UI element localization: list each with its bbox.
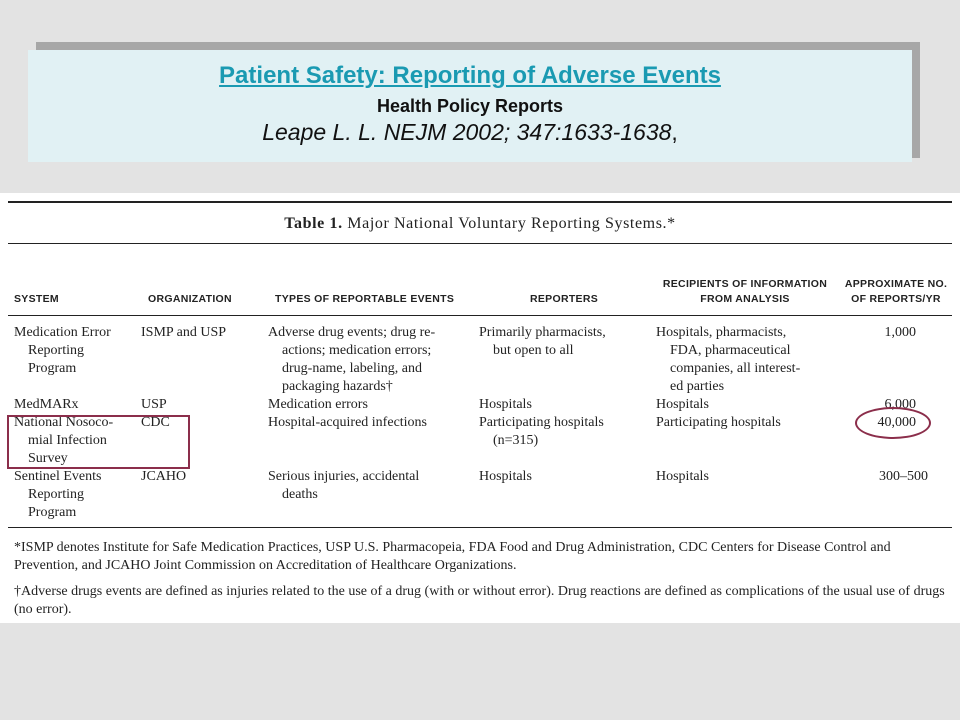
table-caption <box>0 215 960 233</box>
cell-line: Program <box>28 505 77 520</box>
table-row-4-reporters: Hospitals <box>479 469 532 484</box>
cell-line: Participating hospitals <box>479 415 604 430</box>
cell-line: Reporting <box>28 487 84 502</box>
highlight-rectangle-annotation <box>7 415 190 469</box>
cell-line: deaths <box>282 487 318 502</box>
cell-line: (n=315) <box>493 433 539 448</box>
header-rule <box>8 315 952 316</box>
col-header-event-types: TYPES OF REPORTABLE EVENTS <box>275 293 455 305</box>
col-header-recipients <box>650 277 840 307</box>
table-row-2-recipients: Hospitals <box>656 397 709 412</box>
table-scan <box>0 193 960 623</box>
footnote-dagger: †Adverse drugs events are defined as injuries related to the use of a drug (with or without error). Drug reactions are defined as complications of the usual use of drugs (no error). <box>14 584 945 617</box>
cell-line: Sentinel Events <box>14 469 102 484</box>
cell-line: drug-name, labeling, and <box>282 361 422 376</box>
table-row-2-organization: USP <box>141 397 167 412</box>
table-bottom-rule <box>8 527 952 528</box>
table-row-3-organization: CDC <box>141 415 170 430</box>
table-row-1-events <box>268 324 435 396</box>
footnote-abbreviations: *ISMP denotes Institute for Safe Medication Practices, USP U.S. Pharmacopeia, FDA Food and Drug Administration, CDC Centers for Disease Control and Prevention, and JCAHO Joint Commission on Accreditation of Healthcare Organizations. <box>14 540 891 573</box>
table-row-2-system: MedMARx <box>14 397 79 412</box>
col-header-reports <box>838 277 954 307</box>
table-row-4-organization: JCAHO <box>141 469 187 484</box>
citation-trailing-comma: , <box>671 119 678 145</box>
cell-line: companies, all interest- <box>670 361 801 376</box>
report-series: Health Policy Reports <box>376 96 564 116</box>
col-header-reporters: REPORTERS <box>530 293 599 305</box>
caption-rule <box>8 243 952 244</box>
table-row-4-reports: 300–500 <box>879 469 928 484</box>
cell-line: National Nosoco- <box>14 415 114 430</box>
table-row-2-events: Medication errors <box>268 397 368 412</box>
table-row-3-events: Hospital-acquired infections <box>268 415 428 430</box>
cell-line: Hospitals, pharmacists, <box>656 325 787 340</box>
title-box <box>28 50 912 162</box>
table-row-1-reports: 1,000 <box>884 325 916 340</box>
cell-line: actions; medication errors; <box>282 343 432 358</box>
col-header-recipients-line2: FROM ANALYSIS <box>700 293 790 305</box>
table-row-3-recipients: Participating hospitals <box>656 415 781 430</box>
col-header-organization: ORGANIZATION <box>148 293 232 305</box>
col-header-reports-line2: OF REPORTS/YR <box>851 293 941 305</box>
col-header-recipients-line1: RECIPIENTS OF INFORMATION <box>662 278 828 290</box>
cell-line: Medication Error <box>14 325 111 340</box>
cell-line: Survey <box>28 451 68 466</box>
table-label: Table 1. <box>284 215 343 232</box>
cell-line: Serious injuries, accidental <box>268 469 420 484</box>
citation <box>28 119 912 146</box>
table-row-2-reports: 6,000 <box>884 397 916 412</box>
col-header-system: SYSTEM <box>14 293 59 305</box>
table-row-1-system <box>14 324 111 378</box>
table-top-rule <box>8 201 952 203</box>
cell-line: Reporting <box>28 343 84 358</box>
table-row-1-recipients <box>656 324 800 396</box>
table-row-4-recipients: Hospitals <box>656 469 709 484</box>
col-header-reports-line1: APPROXIMATE NO. <box>844 278 948 290</box>
table-row-2-reporters: Hospitals <box>479 397 532 412</box>
table-row-4-system <box>14 468 102 522</box>
cell-line: ed parties <box>670 379 725 394</box>
citation-text: Leape L. L. NEJM 2002; 347:1633-1638 <box>262 119 672 145</box>
cell-line: mial Infection <box>28 433 107 448</box>
cell-line: packaging hazards† <box>282 379 393 394</box>
highlight-oval-annotation <box>855 407 931 439</box>
cell-line: Primarily pharmacists, <box>479 325 606 340</box>
table-caption-text: Major National Voluntary Reporting Systems.* <box>347 215 676 232</box>
cell-line: Adverse drug events; drug re- <box>268 325 436 340</box>
cell-line: FDA, pharmaceutical <box>670 343 791 358</box>
table-row-3-reports: 40,000 <box>877 415 916 430</box>
article-title-link[interactable]: Patient Safety: Reporting of Adverse Events <box>219 62 721 89</box>
cell-line: but open to all <box>493 343 574 358</box>
table-row-1-organization: ISMP and USP <box>141 325 227 340</box>
table-row-4-events <box>268 468 419 504</box>
table-row-3-reporters <box>479 414 604 450</box>
table-row-1-reporters <box>479 324 606 360</box>
cell-line: Program <box>28 361 77 376</box>
